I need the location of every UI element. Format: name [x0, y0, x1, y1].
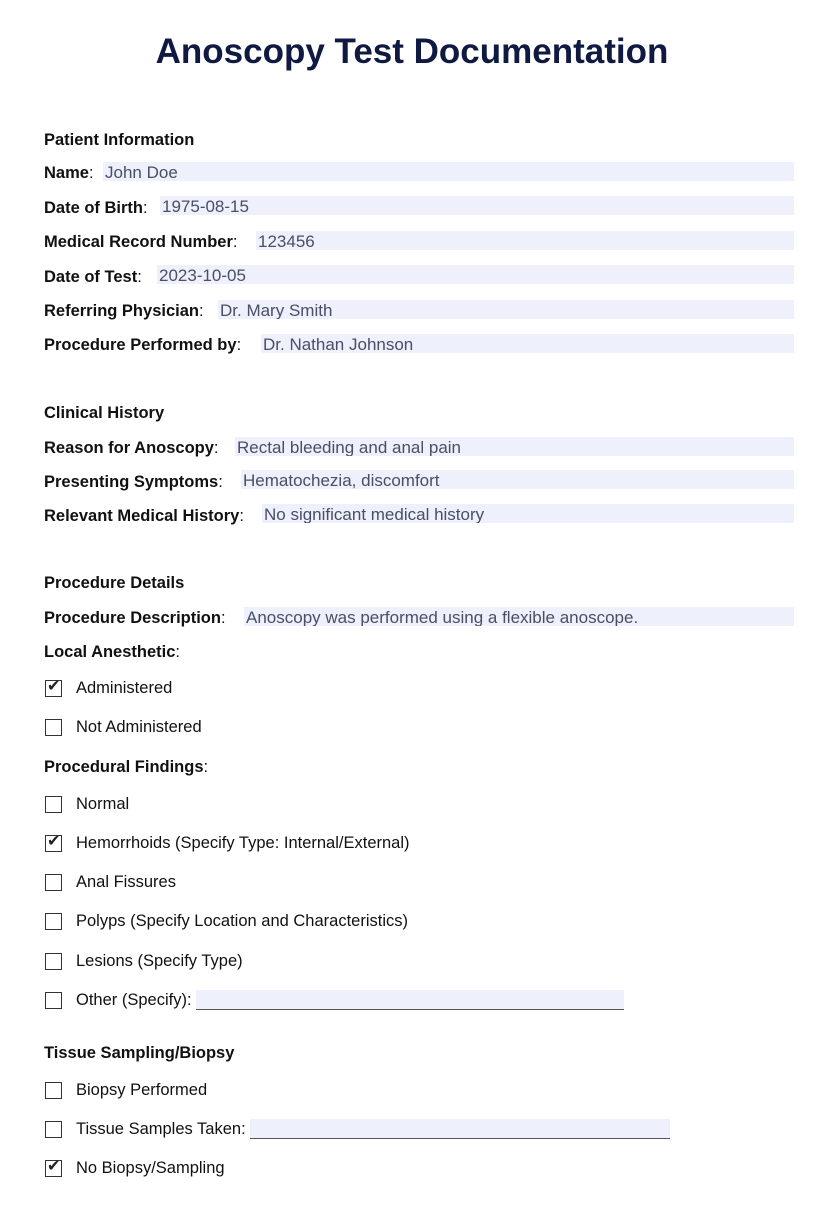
field-row-date-of-test: Date of Test:: [44, 268, 142, 286]
field-row-procedure-performed-by: Procedure Performed by:: [44, 336, 242, 354]
checkbox-label: No Biopsy/Sampling: [76, 1159, 225, 1177]
section-heading-procedure-details: Procedure Details: [44, 574, 185, 592]
checkbox-lesions[interactable]: [45, 953, 62, 970]
field-label: Relevant Medical History: [44, 507, 240, 525]
field-label: Name: [44, 164, 89, 182]
checkbox-anal-fissures[interactable]: [45, 874, 62, 891]
checkbox-not-administered[interactable]: [45, 719, 62, 736]
reason-for-anoscopy-field[interactable]: Rectal bleeding and anal pain: [235, 437, 794, 456]
procedural-findings-label: Procedural Findings:: [44, 758, 209, 776]
field-row-name: Name:: [44, 164, 94, 182]
field-row-date-of-birth: Date of Birth:: [44, 199, 148, 217]
section-heading-tissue-sampling-biopsy: Tissue Sampling/Biopsy: [44, 1044, 235, 1062]
field-label: Medical Record Number: [44, 233, 233, 251]
field-label: Referring Physician: [44, 302, 199, 320]
procedure-performed-by-field[interactable]: Dr. Nathan Johnson: [261, 334, 794, 353]
checkmark-icon: ✔: [47, 678, 61, 695]
field-row-relevant-medical-history: Relevant Medical History:: [44, 507, 244, 525]
presenting-symptoms-field[interactable]: Hematochezia, discomfort: [241, 470, 794, 489]
checkbox-tissue-samples-taken[interactable]: [45, 1121, 62, 1138]
field-label: Presenting Symptoms: [44, 473, 219, 491]
document-title: Anoscopy Test Documentation: [155, 32, 669, 71]
date-of-test-field[interactable]: 2023-10-05: [157, 265, 794, 284]
field-row-medical-record-number: Medical Record Number:: [44, 233, 238, 251]
checkbox-label: Normal: [76, 795, 130, 813]
tissue-samples-field[interactable]: [250, 1119, 670, 1139]
relevant-medical-history-field[interactable]: No significant medical history: [262, 504, 794, 523]
field-label: Date of Birth: [44, 199, 143, 217]
checkbox-label: Polyps (Specify Location and Characteristics): [76, 912, 408, 930]
local-anesthetic-label: Local Anesthetic:: [44, 643, 181, 661]
name-field[interactable]: John Doe: [103, 162, 794, 181]
checkbox-label: Tissue Samples Taken:: [76, 1120, 246, 1138]
checkbox-label: Other (Specify):: [76, 991, 192, 1009]
checkbox-label: Administered: [76, 679, 173, 697]
checkbox-label: Hemorrhoids (Specify Type: Internal/External): [76, 834, 410, 852]
section-heading-patient-information: Patient Information: [44, 131, 195, 149]
checkbox-other[interactable]: [45, 992, 62, 1009]
checkbox-label: Biopsy Performed: [76, 1081, 208, 1099]
checkbox-biopsy-performed[interactable]: [45, 1082, 62, 1099]
field-row-referring-physician: Referring Physician:: [44, 302, 204, 320]
checkbox-label: Not Administered: [76, 718, 202, 736]
checkbox-label: Lesions (Specify Type): [76, 952, 243, 970]
other-specify-field[interactable]: [196, 990, 624, 1010]
checkbox-normal[interactable]: [45, 796, 62, 813]
medical-record-number-field[interactable]: 123456: [256, 231, 794, 250]
procedure-description-field[interactable]: Anoscopy was performed using a flexible anoscope.: [244, 607, 794, 626]
field-label: Reason for Anoscopy: [44, 439, 214, 457]
field-label: Date of Test: [44, 268, 138, 286]
section-heading-clinical-history: Clinical History: [44, 404, 165, 422]
field-row-procedure-description: Procedure Description:: [44, 609, 226, 627]
checkbox-no-biopsy-sampling[interactable]: [45, 1160, 62, 1177]
checkbox-administered[interactable]: [45, 680, 62, 697]
checkmark-icon: ✔: [47, 833, 61, 850]
checkmark-icon: ✔: [47, 1158, 61, 1175]
field-label: Procedure Description: [44, 609, 221, 627]
checkbox-polyps[interactable]: [45, 913, 62, 930]
field-label: Procedure Performed by: [44, 336, 237, 354]
field-row-reason-for-anoscopy: Reason for Anoscopy:: [44, 439, 219, 457]
checkbox-hemorrhoids[interactable]: [45, 835, 62, 852]
referring-physician-field[interactable]: Dr. Mary Smith: [218, 300, 794, 319]
date-of-birth-field[interactable]: 1975-08-15: [160, 196, 794, 215]
field-row-presenting-symptoms: Presenting Symptoms:: [44, 473, 223, 491]
checkbox-label: Anal Fissures: [76, 873, 176, 891]
